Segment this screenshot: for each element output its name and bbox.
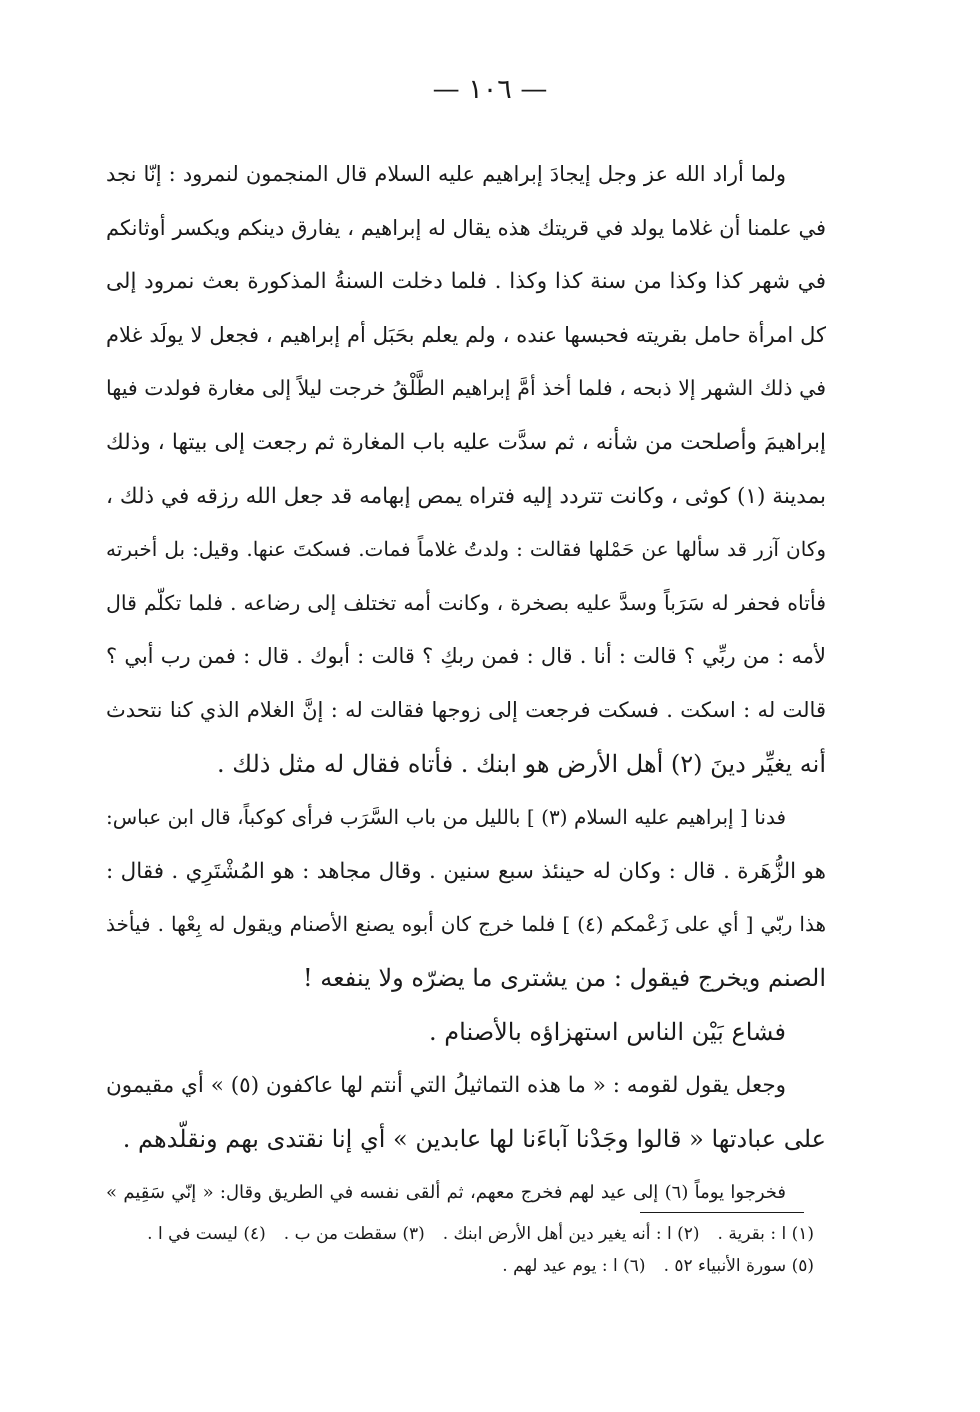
text-line: هذا ربّي [ أي على زَعْمكم (٤) ] فلما خرج كان أبوه يصنع الأصنام ويقول له بِعْها . فيأخذ <box>106 912 826 937</box>
footnote-line <box>106 1218 814 1250</box>
main-text <box>106 148 826 1220</box>
text-line: الصنم ويخرج فيقول : من يشترى ما يضرّه ولا ينفعه ! <box>303 963 826 992</box>
text-line: قالت له : اسكت . فسكت فرجعت إلى زوجها فقالت له : إنَّ الغلام الذي كنا نتحدث <box>106 697 826 722</box>
text-line: لأمه : من ربِّي ؟ قالت : أنا . قال : فمن ربكِ ؟ قالت : أبوك . قال : فمن رب أبي ؟ <box>106 644 826 669</box>
footnotes <box>106 1218 814 1282</box>
footnote: (٤) ليست في ا . <box>147 1224 266 1244</box>
text-line: وكان آزر قد سألها عن حَمْلها فقالت : ولدتُ غلاماً فمات. فسكتَ عنها. وقيل: بل أخبرته <box>106 537 826 562</box>
text-line: كل امرأة حامل بقريته فحبسها عنده ، ولم يعلم بحَبَل أم إبراهيم ، فجعل لا يولَد غلام <box>106 322 826 347</box>
footnote-divider <box>640 1212 804 1213</box>
text-line: في علمنا أن غلاما يولد في قريتك هذه يقال له إبراهيم ، يفارق دينكم ويكسر أوثانكم <box>106 215 826 240</box>
footnote: (٥) سورة الأنبياء ٥٢ . <box>663 1256 814 1276</box>
text-line: فخرجوا يوماً (٦) إلى عيد لهم فخرج معهم، ثم ألقى نفسه في الطريق وقال: « إنّي سَقِيم » <box>106 1182 787 1204</box>
text-line: في ذلك الشهر إلا ذبحه ، فلما أخذ أمَّ إبراهيم الطَّلْقُ خرجت ليلاً إلى مغارة فولدت فيها <box>106 376 826 401</box>
footnote: (٢) ا : أنه يغير دين أهل الأرض ابنك . <box>442 1224 700 1244</box>
page-number: — ١٠٦ — <box>432 74 548 105</box>
text-line: ولما أراد الله عز وجل إيجادَ إبراهيم عليه السلام قال المنجمون لنمرود : إنّا نجد <box>106 162 786 186</box>
text-line: هو الزُّهَرة . قال : وكان له حينئذ سبع سنين . وقال مجاهد : هو المُشْتَرِي . فقال : <box>106 858 826 884</box>
footnote-line <box>106 1250 814 1282</box>
text-line: فشاع بَيْن الناس استهزاؤه بالأصنام . <box>429 1017 786 1046</box>
footnote: (١) ا : بقرية . <box>717 1224 814 1244</box>
text-line: على عبادتها « قالوا وجَدْنا آباءَنا لها عابدين » أي إنا نقتدى بهم ونقلّدهم . <box>122 1124 826 1153</box>
text-line: في شهر كذا وكذا من سنة كذا وكذا . فلما دخلت السنةُ المذكورة بعث نمرود إلى <box>106 269 826 295</box>
footnote: (٣) سقطت من ب . <box>283 1224 425 1244</box>
footnote: (٦) ا : يوم عيد لهم . <box>502 1256 646 1276</box>
text-line: إبراهيمَ وأصلحت من شأنه ، ثم سدَّت عليه باب المغارة ثم رجعت إلى بيتها ، وذلك <box>106 429 826 455</box>
text-line: أنه يغيِّر دينَ (٢) أهل الأرض هو ابنك . فأتاه فقال له مثل ذلك . <box>217 749 826 778</box>
text-line: فأتاه فحفر له سَرَباً وسدَّ عليه بصخرة ، وكانت أمه تختلف إلى رضاعه . فلما تكلّم قال <box>106 590 826 615</box>
text-line: فدنا [ إبراهيم عليه السلام (٣) ] بالليل من باب السَّرَب فرأى كوكباً، قال ابن عباس: <box>106 805 787 830</box>
text-line: بمدينة (١) كوثى ، وكانت تتردد إليه فتراه يمص إبهامه قد جعل الله رزقه في ذلك ، <box>106 483 826 509</box>
text-line: وجعل يقول لقومه : « ما هذه التماثيلُ التي أنتم لها عاكفون (٥) » أي مقيمون <box>106 1073 786 1099</box>
